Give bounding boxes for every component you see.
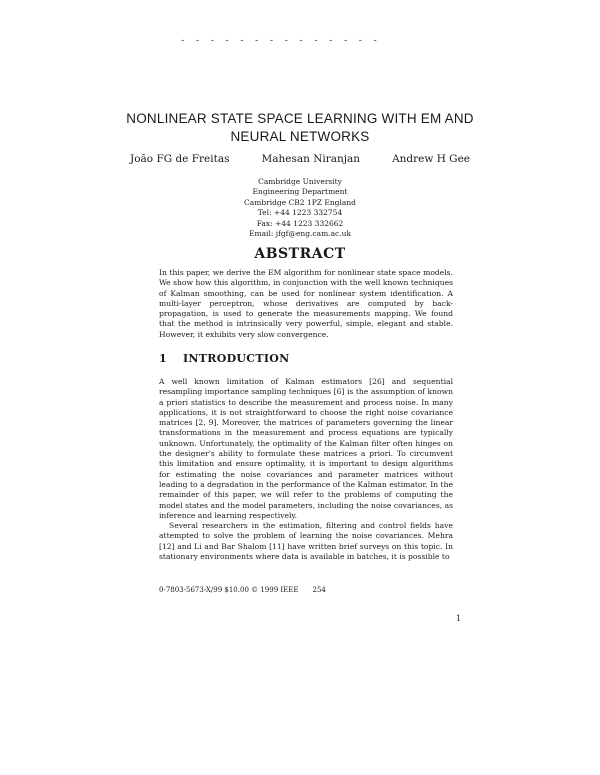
paragraph: A well known limitation of Kalman estimators [26] and sequential resampling importance sampling techniques [6] is the assumption of known a priori statistics to describe the measurement and process noise. In many applications, it is not straightforward to choose the right noise covariance matrices [2, 9]. Moreover, the matrices of parameters governing the linear transformations in the measurement and process equations are typically unknown. Unfortunately, the optimality of the Kalman filter often hinges on the designer's ability to formulate these matrices a priori. To circumvent this limitation and ensure optimality, it is important to design algorithms for estimating the noise covariances and parameter matrices without leading to a degradation in the performance of the Kalman estimator. In the remainder of this paper, we will refer to the problems of computing the model states and the model parameters, including the noise covariances, as inference and learning respectively. xyxy=(159,377,453,520)
author-list xyxy=(130,153,470,165)
affiliation-block xyxy=(150,177,450,239)
paper-title: NONLINEAR STATE SPACE LEARNING WITH EM AND NEURAL NETWORKS xyxy=(126,111,474,144)
affiliation-line: Cambridge University xyxy=(258,177,342,186)
page-number: 254 xyxy=(312,586,326,594)
affiliation-line: Tel: +44 1223 332754 xyxy=(257,208,343,218)
section-heading xyxy=(159,352,290,365)
affiliation-line: Cambridge CB2 1PZ England xyxy=(244,197,356,207)
section-number: 1 xyxy=(159,352,167,365)
abstract-text: In this paper, we derive the EM algorithm for nonlinear state space models. We show how this algorithm, in conjunction with the well known techniques of Kalman smoothing, can be used for nonlinear system identification. A multi-layer perceptron, whose derivatives are computed by back-propagation, is used to generate the measurements mapping. We found that the method is intrinsically very powerful, simple, elegant and stable. However, it exhibits very slow convergence. xyxy=(159,268,453,339)
paragraph: Several researchers in the estimation, filtering and control fields have attempted to solve the problem of learning the noise covariances. Mehra [12] and Li and Bar Shalom [11] have written brief surveys on this topic. In stationary environments where data is available in batches, it is possible to xyxy=(159,521,453,562)
introduction-body xyxy=(159,377,453,562)
author: Mahesan Niranjan xyxy=(261,153,361,165)
corner-mark: 1 xyxy=(456,614,462,623)
affiliation-line: Fax: +44 1223 332662 xyxy=(256,218,344,228)
abstract-heading: ABSTRACT xyxy=(254,246,346,262)
affiliation-line: Email: jfgf@eng.cam.ac.uk xyxy=(249,229,351,239)
header-mark: - - - - - - - - - - - - - - xyxy=(180,36,380,46)
author: João FG de Freitas xyxy=(130,153,230,165)
isbn-line: 0-7803-5673-X/99 $10.00 © 1999 IEEE xyxy=(159,586,299,594)
section-title-text: INTRODUCTION xyxy=(182,352,290,365)
affiliation-line: Engineering Department xyxy=(252,187,348,197)
author: Andrew H Gee xyxy=(392,153,470,165)
copyright-footer xyxy=(159,586,326,594)
